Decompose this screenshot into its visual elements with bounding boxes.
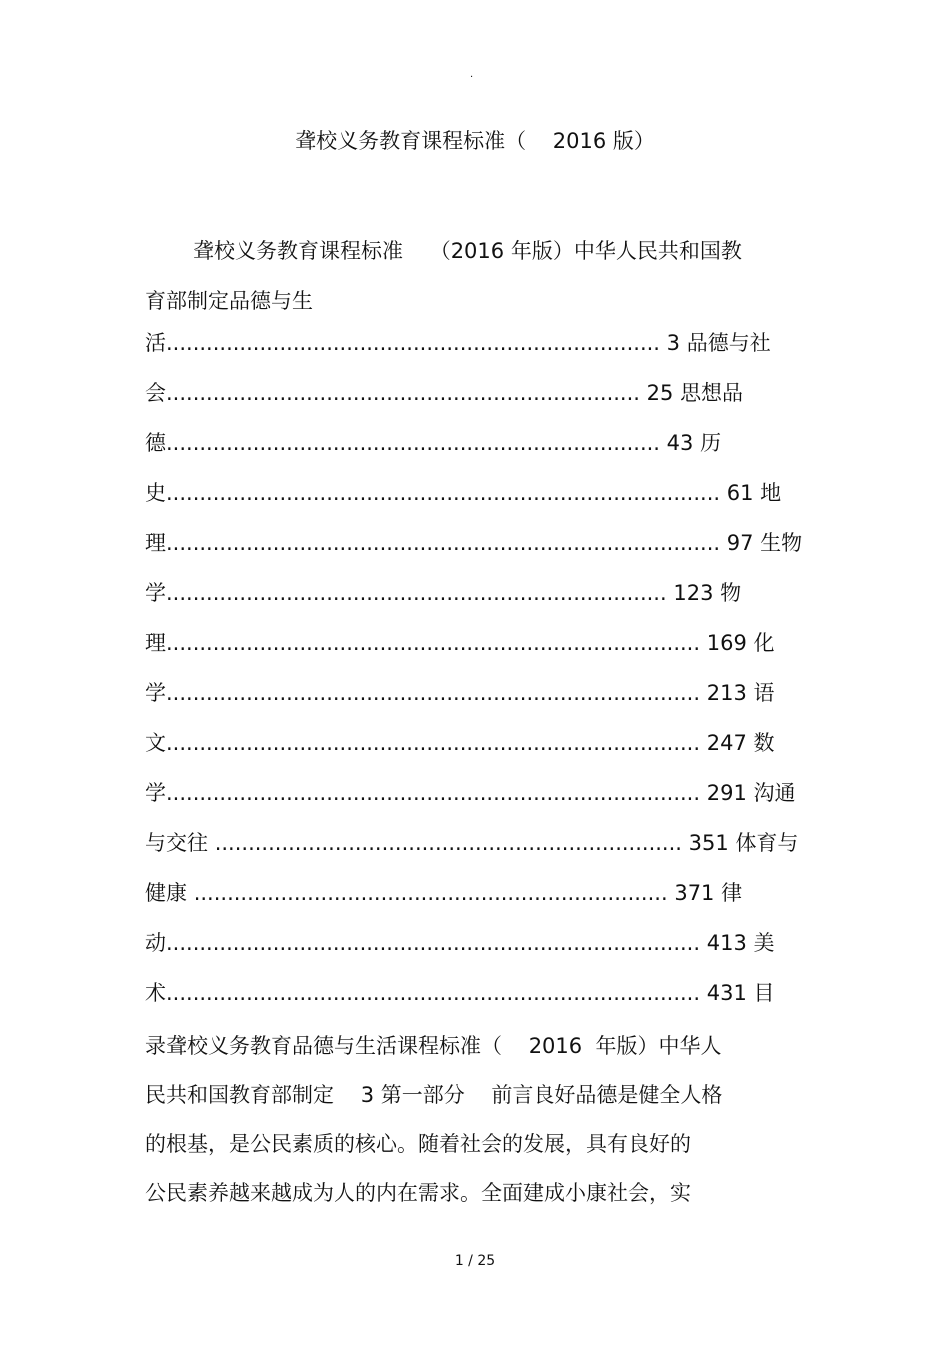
toc-next: 体育与 bbox=[735, 831, 799, 855]
toc-row bbox=[145, 376, 825, 426]
toc-next: 生物 bbox=[760, 531, 803, 555]
toc-page: 371 bbox=[674, 881, 715, 905]
toc-leader-dots: ................................................................................... bbox=[166, 531, 721, 555]
toc-subject: 理 bbox=[145, 631, 166, 655]
toc-row bbox=[145, 676, 825, 726]
intro-paragraph bbox=[145, 226, 805, 326]
toc-row bbox=[145, 526, 825, 576]
toc-subject: 理 bbox=[145, 531, 166, 555]
toc-subject: 与交往 bbox=[145, 831, 208, 855]
toc-page: 291 bbox=[706, 781, 747, 805]
toc-next: 地 bbox=[760, 481, 782, 505]
toc-row bbox=[145, 476, 825, 526]
toc-leader-dots: .......................................................................... bbox=[166, 431, 660, 455]
toc-next: 历 bbox=[700, 431, 722, 455]
body-line: 公民素养越来越成为人的内在需求。全面建成小康社会，实 bbox=[145, 1181, 691, 1205]
intro-line: 聋校义务教育课程标准 （2016 年版）中华人民共和国教 bbox=[193, 239, 742, 263]
body-line: 录聋校义务教育品德与生活课程标准（ 2016 年版）中华人 bbox=[145, 1034, 722, 1058]
toc-subject: 学 bbox=[145, 781, 166, 805]
toc-page: 213 bbox=[706, 681, 747, 705]
toc-subject: 史 bbox=[145, 481, 166, 505]
toc-leader-dots: ................................................................................ bbox=[166, 631, 701, 655]
toc-leader-dots: ................................................................................ bbox=[166, 681, 701, 705]
toc-subject: 动 bbox=[145, 931, 166, 955]
toc-leader-dots: ...................................................................... bbox=[214, 831, 682, 855]
header-dot: · bbox=[470, 72, 474, 83]
toc-subject: 德 bbox=[145, 431, 166, 455]
toc-row bbox=[145, 976, 825, 1026]
toc-next: 思想品 bbox=[680, 381, 744, 405]
toc-page: 431 bbox=[706, 981, 747, 1005]
table-of-contents bbox=[145, 326, 825, 1026]
toc-next: 品德与社 bbox=[686, 331, 771, 355]
toc-page: 351 bbox=[688, 831, 729, 855]
toc-leader-dots: .......................................................................... bbox=[166, 331, 660, 355]
body-paragraph bbox=[145, 1022, 825, 1218]
toc-row bbox=[145, 776, 825, 826]
toc-page: 247 bbox=[706, 731, 747, 755]
toc-page: 25 bbox=[646, 381, 674, 405]
toc-subject: 学 bbox=[145, 681, 166, 705]
toc-next: 目 bbox=[753, 981, 775, 1005]
toc-next: 美 bbox=[753, 931, 775, 955]
toc-subject: 文 bbox=[145, 731, 166, 755]
toc-leader-dots: ........................................................................... bbox=[166, 581, 667, 605]
toc-leader-dots: ................................................................................ bbox=[166, 781, 701, 805]
toc-row bbox=[145, 426, 825, 476]
toc-subject: 术 bbox=[145, 981, 166, 1005]
toc-leader-dots: ................................................................................ bbox=[166, 931, 701, 955]
toc-subject: 健康 bbox=[145, 881, 187, 905]
toc-row bbox=[145, 926, 825, 976]
toc-next: 律 bbox=[721, 881, 743, 905]
toc-page: 97 bbox=[726, 531, 754, 555]
document-title: 聋校义务教育课程标准（ 2016 版） bbox=[295, 129, 655, 153]
page-indicator: 1 / 25 bbox=[454, 1253, 496, 1269]
toc-next: 化 bbox=[753, 631, 775, 655]
toc-page: 43 bbox=[666, 431, 694, 455]
toc-page: 413 bbox=[706, 931, 747, 955]
toc-row bbox=[145, 876, 825, 926]
toc-next: 沟通 bbox=[753, 781, 796, 805]
body-line: 民共和国教育部制定 3 第一部分 前言良好品德是健全人格 bbox=[145, 1083, 723, 1107]
toc-page: 123 bbox=[673, 581, 714, 605]
toc-leader-dots: ................................................................................ bbox=[166, 981, 701, 1005]
toc-subject: 学 bbox=[145, 581, 166, 605]
toc-leader-dots: ................................................................................... bbox=[166, 481, 721, 505]
toc-page: 169 bbox=[706, 631, 747, 655]
toc-row bbox=[145, 826, 825, 876]
toc-leader-dots: ....................................................................... bbox=[166, 381, 640, 405]
toc-row bbox=[145, 626, 825, 676]
toc-row bbox=[145, 726, 825, 776]
toc-page: 3 bbox=[666, 331, 681, 355]
intro-line: 育部制定品德与生 bbox=[145, 289, 313, 313]
toc-leader-dots: ................................................................................ bbox=[166, 731, 701, 755]
toc-subject: 活 bbox=[145, 331, 166, 355]
toc-leader-dots: ....................................................................... bbox=[193, 881, 668, 905]
toc-next: 语 bbox=[753, 681, 775, 705]
toc-page: 61 bbox=[726, 481, 754, 505]
toc-row bbox=[145, 576, 825, 626]
toc-row bbox=[145, 326, 825, 376]
body-line: 的根基，是公民素质的核心。随着社会的发展，具有良好的 bbox=[145, 1132, 691, 1156]
toc-next: 数 bbox=[753, 731, 775, 755]
toc-next: 物 bbox=[720, 581, 742, 605]
toc-subject: 会 bbox=[145, 381, 166, 405]
